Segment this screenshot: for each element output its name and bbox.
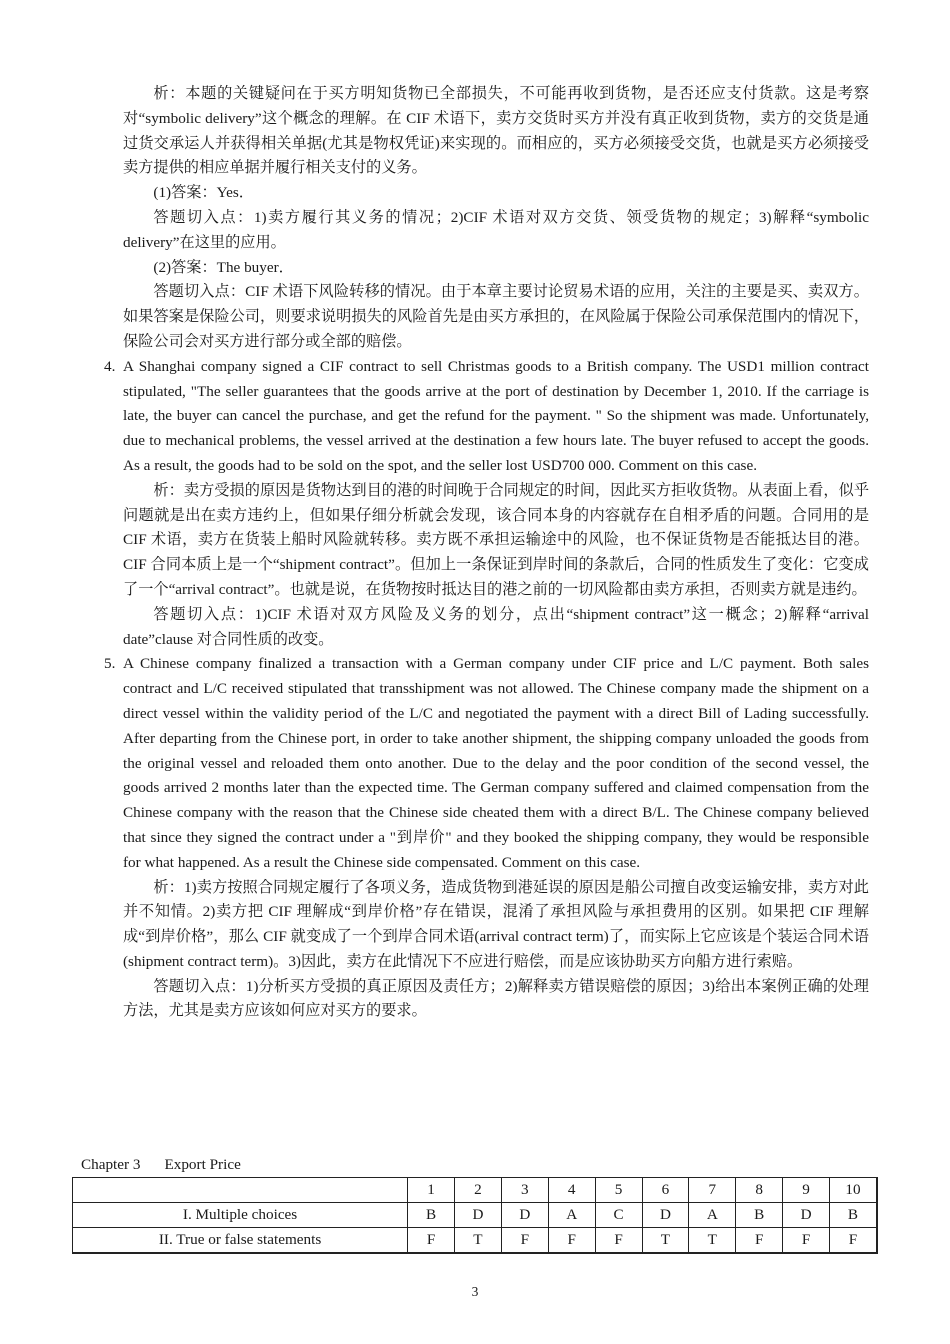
table-row <box>73 1203 878 1228</box>
chapter-heading <box>81 1154 241 1176</box>
answer-cell: A <box>548 1203 595 1228</box>
question-5-analysis: 析：1)卖方按照合同规定履行了各项义务，造成货物到港延误的原因是船公司擅自改变运输安排，卖方对此并不知情。2)卖方把 CIF 理解成“到岸价格”存在错误，混淆了承担风险与承担费用的区别。如果把 CIF 理解成“到岸价格”，那么 CIF 就变成了一个到岸合同术语(arrival contract term)了，而实际上它应该是个装运合同术语(shipment contract term)。3)因此，卖方在此情况下不应进行赔偿，而是应该协助买方向船方进行索赔。 <box>123 878 869 970</box>
answer-cell: T <box>689 1228 736 1254</box>
case3-answer-1: (1)答案：Yes． <box>153 184 254 202</box>
answer-cell: D <box>783 1203 830 1228</box>
answer-cell: F <box>501 1228 548 1254</box>
question-4 <box>104 355 869 479</box>
answer-cell: F <box>595 1228 642 1254</box>
case3-answer-1-points: 答题切入点：1)卖方履行其义务的情况；2)CIF 术语对双方交货、领受货物的规定；3)解释“symbolic delivery”在这里的应用。 <box>123 208 869 251</box>
question-4-text: A Shanghai company signed a CIF contract to sell Christmas goods to a British company. The USD1 million contract stipulated, "The seller guarantees that the goods arrive at the port of destination by December 1, 2010. If the carriage is late, the buyer can cancel the purchase, and get the refund for the payment. " So the shipment was made. Unfortunately, due to mechanical problems, the vessel arrived at the destination a few hours late. The buyer refused to accept the goods. As a result, the goods had to be sold on the spot, and the seller lost USD700 000. Comment on this case. <box>123 357 869 474</box>
question-4-number: 4. <box>104 357 116 375</box>
answer-table-corner <box>73 1178 408 1203</box>
answer-cell: F <box>408 1228 455 1254</box>
row-label: II. True or false statements <box>73 1228 408 1254</box>
answer-cell: T <box>642 1228 689 1254</box>
column-header: 7 <box>689 1178 736 1203</box>
answer-cell: F <box>783 1228 830 1254</box>
answer-cell: T <box>455 1228 502 1254</box>
answer-cell: F <box>830 1228 878 1254</box>
column-header: 1 <box>408 1178 455 1203</box>
case3-answer-2-points: 答题切入点：CIF 术语下风险转移的情况。由于本章主要讨论贸易术语的应用，关注的主要是买、卖双方。如果答案是保险公司，则要求说明损失的风险首先是由买方承担的，在风险属于保险公司承保范围内的情况下，保险公司会对买方进行部分或全部的赔偿。 <box>123 283 869 350</box>
answer-cell: B <box>408 1203 455 1228</box>
column-header: 9 <box>783 1178 830 1203</box>
answer-cell: D <box>455 1203 502 1228</box>
table-row <box>73 1228 878 1254</box>
answer-cell: F <box>548 1228 595 1254</box>
question-4-points: 答题切入点：1)CIF 术语对双方风险及义务的划分，点出“shipment contract”这一概念；2)解释“arrival date”clause 对合同性质的改变。 <box>123 605 869 648</box>
question-5-number: 5. <box>104 655 116 673</box>
question-4-analysis: 析：卖方受损的原因是货物达到目的港的时间晚于合同规定的时间，因此买方拒收货物。从表面上看，似乎问题就是出在卖方违约上，但如果仔细分析就会发现，该合同本身的内容就存在自相矛盾的问题。合同用的是 CIF 术语，卖方在货装上船时风险就转移。卖方既不承担运输途中的风险，也不保证货物是否能抵达目的港。CIF 合同本质上是一个“shipment contract”。但加上一条保证到岸时间的条款后，合同的性质发生了变化：它变成了一个“arrival contract”。也就是说，在货物按时抵达目的港之前的一切风险都由卖方承担，否则卖方就是违约。 <box>123 481 869 598</box>
answer-cell: C <box>595 1203 642 1228</box>
chapter-label: Chapter 3 <box>81 1156 141 1173</box>
case3-analysis: 析：本题的关键疑问在于买方明知货物已全部损失，不可能再收到货物，是否还应支付货款。这是考察对“symbolic delivery”这个概念的理解。在 CIF 术语下，卖方交货时买方并没有真正收到货物，卖方的交货是通过货交承运人并获得相关单据(尤其是物权凭证)来实现的。而相应的，买方必须接受交货，也就是买方必须接受卖方提供的相应单据并履行相关支付的义务。 <box>123 85 869 177</box>
chapter-title: Export Price <box>164 1156 241 1173</box>
page-body <box>104 82 869 1024</box>
page-number: 3 <box>471 1284 479 1299</box>
answer-cell: B <box>830 1203 878 1228</box>
column-header: 10 <box>830 1178 878 1203</box>
question-5-points: 答题切入点：1)分析买方受损的真正原因及责任方；2)解释卖方错误赔偿的原因；3)给出本案例正确的处理方法，尤其是卖方应该如何应对买方的要求。 <box>123 977 869 1020</box>
column-header: 5 <box>595 1178 642 1203</box>
column-header: 8 <box>736 1178 783 1203</box>
column-header: 3 <box>501 1178 548 1203</box>
column-header: 2 <box>455 1178 502 1203</box>
case3-answer-2: (2)答案：The buyer． <box>153 258 294 276</box>
answer-table <box>72 1177 878 1254</box>
answer-cell: D <box>501 1203 548 1228</box>
column-header: 4 <box>548 1178 595 1203</box>
answer-cell: F <box>736 1228 783 1254</box>
answer-table-header-row <box>73 1178 878 1203</box>
row-label: I. Multiple choices <box>73 1203 408 1228</box>
answer-cell: B <box>736 1203 783 1228</box>
answer-cell: D <box>642 1203 689 1228</box>
column-header: 6 <box>642 1178 689 1203</box>
question-5 <box>104 652 869 875</box>
question-5-text: A Chinese company finalized a transaction with a German company under CIF price and L/C payment. Both sales contract and L/C received stipulated that transshipment was not allowed. The Chinese company made the shipment on a direct vessel within the validity period of the L/C and negotiated the payment with a direct Bill of Lading successfully. After departing from the Chinese port, in order to take another shipment, the shipping company unloaded the goods from the original vessel and reloaded them onto another. Due to the delay and the poor condition of the second vessel, the goods arrived 2 months later than the expected time. The German company suffered and claimed compensation from the Chinese company with the reason that the Chinese side cheated them with a direct B/L. The Chinese company believed that since they signed the contract under a "到岸价" and they booked the shipping company, they would be responsible for what happened. As a result the Chinese side compensated. Comment on this case. <box>123 655 869 871</box>
answer-cell: A <box>689 1203 736 1228</box>
